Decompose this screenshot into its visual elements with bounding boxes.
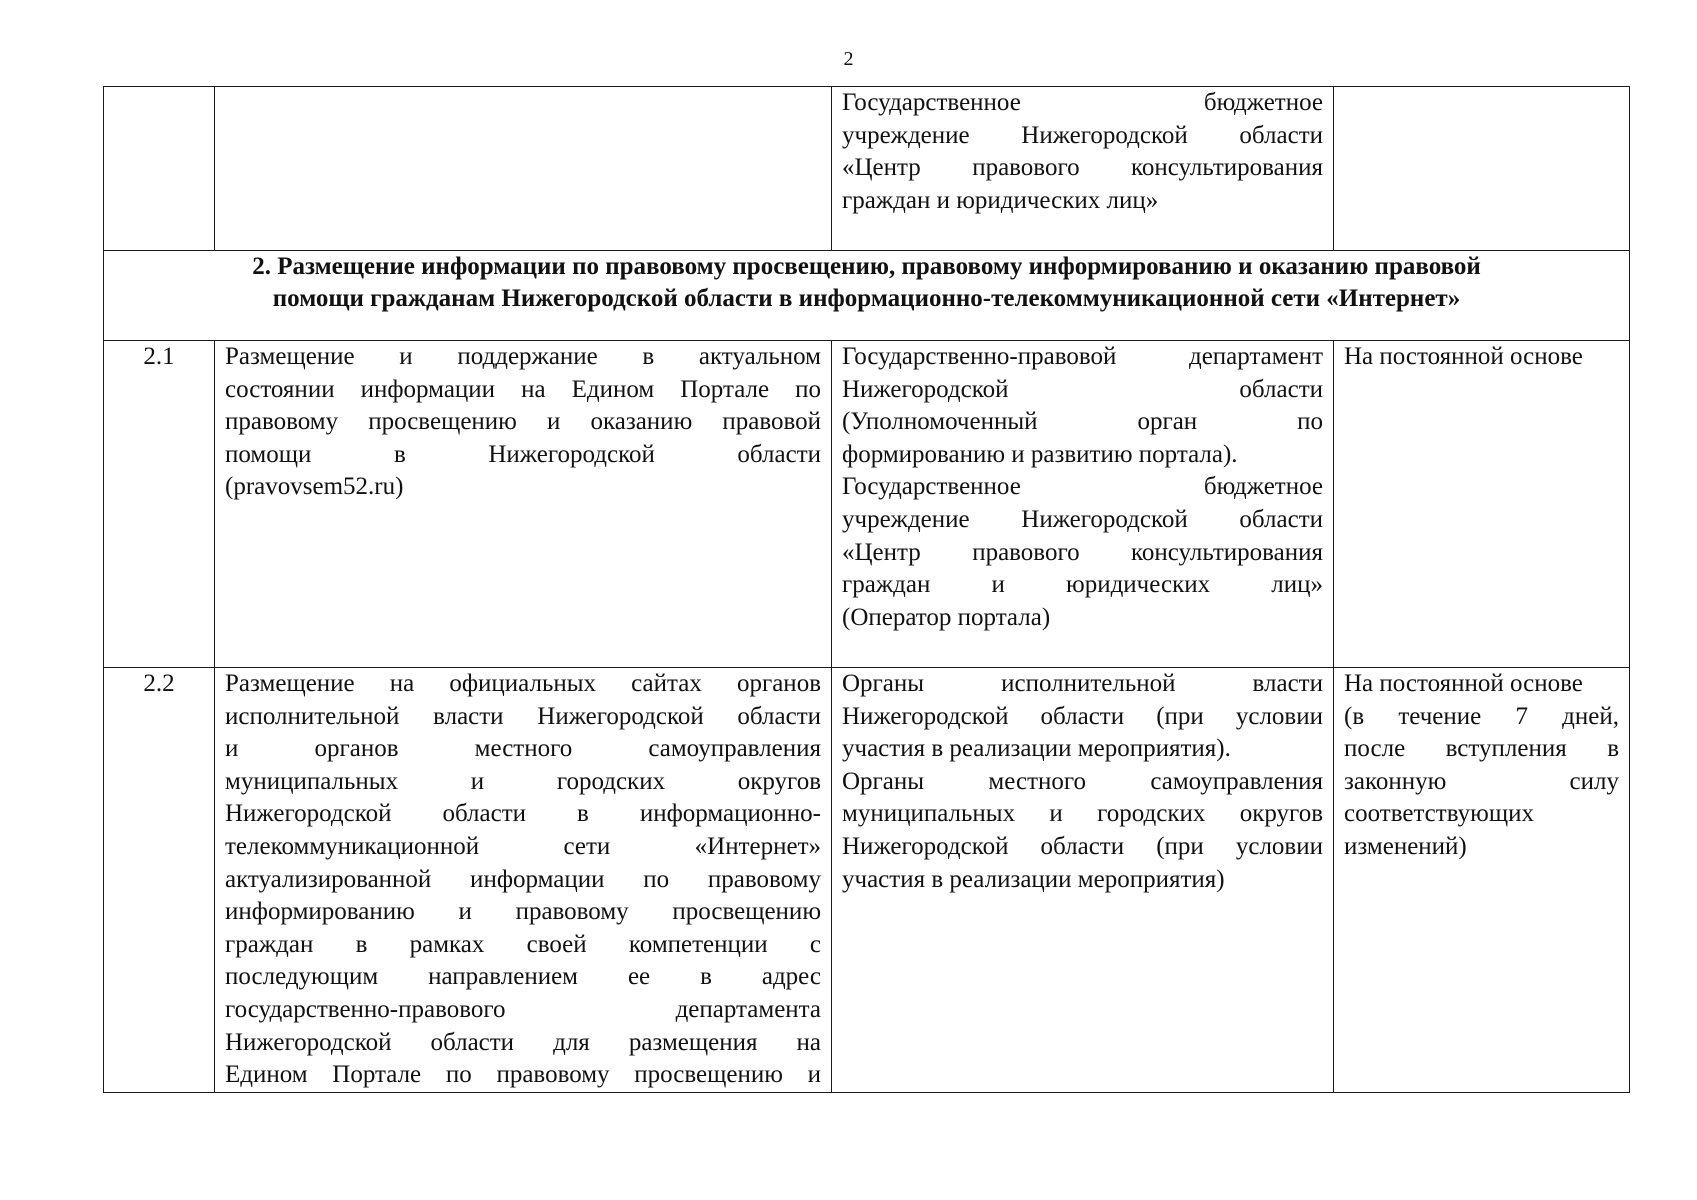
text-line: граждан и юридических лиц» bbox=[842, 571, 1323, 599]
responsible-cell bbox=[832, 668, 1334, 1093]
section-title-line: 2. Размещение информации по правовому просвещению, правовому информированию и оказанию правовой bbox=[252, 253, 1481, 280]
table-row bbox=[104, 87, 1630, 251]
text-line: телекоммуникационной сети «Интернет» bbox=[225, 832, 821, 860]
text-line: законную силу bbox=[1344, 767, 1619, 795]
section-header-row bbox=[104, 251, 1630, 341]
text-line: (Уполномоченный орган по bbox=[842, 408, 1323, 436]
section-title bbox=[104, 251, 1630, 341]
item-number-cell: 2.1 bbox=[104, 341, 215, 668]
deadline-cell bbox=[1334, 87, 1630, 251]
plan-table bbox=[103, 86, 1630, 1093]
text-line: Нижегородской области bbox=[842, 375, 1323, 403]
text-line: актуализированной информации по правовому bbox=[225, 865, 821, 893]
text-line: участия в реализации мероприятия) bbox=[842, 865, 1225, 893]
text-line: граждан и юридических лиц» bbox=[842, 186, 1159, 214]
text-line: Нижегородской области для размещения на bbox=[225, 1028, 821, 1056]
text-line: участия в реализации мероприятия). bbox=[842, 735, 1231, 763]
text-line: правовому просвещению и оказанию правовой bbox=[225, 408, 821, 436]
text-line: и органов местного самоуправления bbox=[225, 735, 821, 763]
event-cell bbox=[215, 668, 832, 1093]
text-line: учреждение Нижегородской области bbox=[842, 505, 1323, 533]
responsible-cell bbox=[832, 341, 1334, 668]
text-line: Размещение и поддержание в актуальном bbox=[225, 343, 821, 370]
text-line: после вступления в bbox=[1344, 735, 1619, 763]
text-line: учреждение Нижегородской области bbox=[842, 121, 1323, 149]
section-title-line: помощи гражданам Нижегородской области в информационно-телекоммуникационной сети «Интернет» bbox=[272, 285, 1461, 312]
text-line: последующим направлением ее в адрес bbox=[225, 963, 821, 991]
responsible-cell bbox=[832, 87, 1334, 251]
text-line: Нижегородской области (при условии bbox=[842, 832, 1323, 860]
page-number: 2 bbox=[843, 48, 854, 70]
text-line: Нижегородской области (при условии bbox=[842, 702, 1323, 730]
text-line: Размещение на официальных сайтах органов bbox=[225, 670, 821, 697]
deadline-cell bbox=[1334, 341, 1630, 668]
text-line: На постоянной основе bbox=[1344, 670, 1583, 697]
text-line: (pravovsem52.ru) bbox=[225, 473, 404, 501]
text-line: Государственное бюджетное bbox=[842, 473, 1323, 501]
text-line: помощи в Нижегородской области bbox=[225, 440, 821, 468]
text-line: (Оператор портала) bbox=[842, 603, 1051, 631]
text-line: «Центр правового консультирования bbox=[842, 538, 1323, 566]
text-line: Нижегородской области в информационно- bbox=[225, 800, 821, 828]
text-line: муниципальных и городских округов bbox=[842, 800, 1323, 828]
text-line: информированию и правовому просвещению bbox=[225, 898, 821, 926]
text-line: государственно-правового департамента bbox=[225, 995, 821, 1023]
table-row bbox=[104, 668, 1630, 1093]
text-line: Едином Портале по правовому просвещению и bbox=[225, 1061, 821, 1089]
text-line: Государственное бюджетное bbox=[842, 89, 1323, 116]
text-line: Государственно-правовой департамент bbox=[842, 343, 1323, 370]
item-number-cell bbox=[104, 87, 215, 251]
table-row bbox=[104, 341, 1630, 668]
deadline-cell bbox=[1334, 668, 1630, 1093]
text-line: «Центр правового консультирования bbox=[842, 154, 1323, 182]
text-line: изменений) bbox=[1344, 832, 1467, 860]
text-line: муниципальных и городских округов bbox=[225, 767, 821, 795]
text-line: формированию и развитию портала). bbox=[842, 440, 1238, 468]
text-line: Органы исполнительной власти bbox=[842, 670, 1323, 697]
text-line: граждан в рамках своей компетенции с bbox=[225, 930, 821, 958]
text-line: На постоянной основе bbox=[1344, 343, 1583, 370]
text-line: (в течение 7 дней, bbox=[1344, 702, 1619, 730]
event-cell bbox=[215, 87, 832, 251]
text-line: исполнительной власти Нижегородской области bbox=[225, 702, 821, 730]
text-line: соответствующих bbox=[1344, 800, 1534, 828]
item-number-cell: 2.2 bbox=[104, 668, 215, 1093]
text-line: состоянии информации на Едином Портале по bbox=[225, 375, 821, 403]
event-cell bbox=[215, 341, 832, 668]
text-line: Органы местного самоуправления bbox=[842, 767, 1323, 795]
